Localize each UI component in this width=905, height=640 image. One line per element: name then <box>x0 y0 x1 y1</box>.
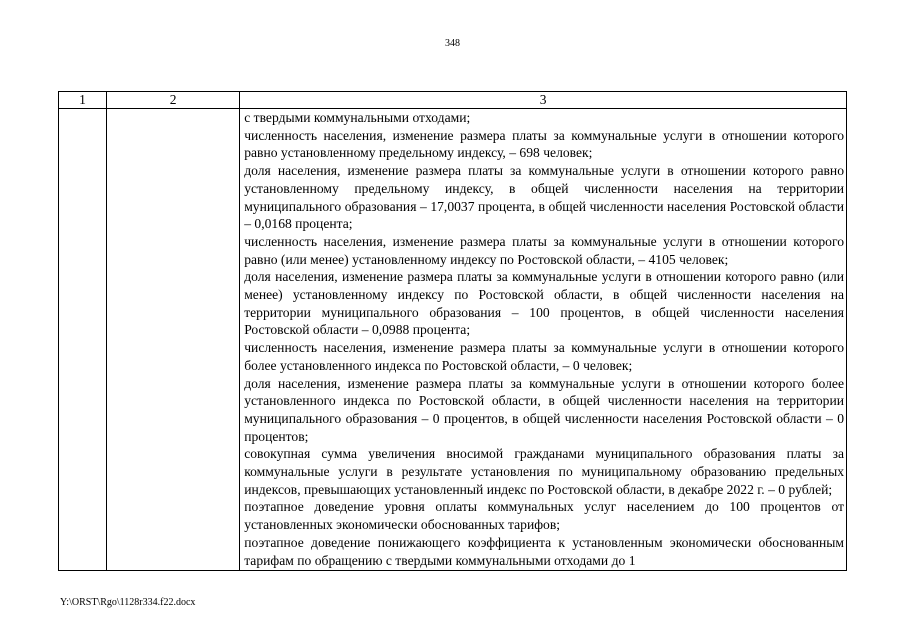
table-cell-col2 <box>107 109 240 571</box>
column-header-1: 1 <box>59 92 107 109</box>
paragraph: с твердыми коммунальными отходами; <box>244 110 471 125</box>
table-header-row <box>59 92 847 109</box>
paragraph: поэтапное доведение понижающего коэффициента к установленным экономически обоснованным тарифам по обращению с твердыми коммунальными отходами до 1 <box>244 534 844 568</box>
paragraph: численность населения, изменение размера платы за коммунальные услуги в отношении которого равно установленному предельному индексу, – 698 человек; <box>244 127 844 161</box>
paragraph: поэтапное доведение уровня оплаты коммунальных услуг населением до 100 процентов от установленных экономически обоснованных тарифов; <box>244 499 844 533</box>
page-number: 348 <box>445 38 460 49</box>
paragraph: доля населения, изменение размера платы за коммунальные услуги в отношении которого более установленного индекса по Ростовской области, в общей численности населения на территории муниципального образования – 0 процентов, в общей численности населения Ростовской области – 0 процентов; <box>244 375 844 444</box>
paragraph: численность населения, изменение размера платы за коммунальные услуги в отношении которого более установленного индекса по Ростовской области, – 0 человек; <box>244 340 844 373</box>
paragraph: численность населения, изменение размера платы за коммунальные услуги в отношении которого равно (или менее) установленному индексу по Ростовской области, – 4105 человек; <box>244 233 844 267</box>
paragraph: совокупная сумма увеличения вносимой гражданами муниципального образования платы за коммунальные услуги в результате установления по муниципальному образованию предельных индексов, превышающих установленный индекс по Ростовской области, в декабре 2022 г. – 0 рублей; <box>244 446 844 497</box>
column-header-3: 3 <box>240 92 847 109</box>
column-header-2: 2 <box>107 92 240 109</box>
table-row <box>59 109 847 571</box>
paragraph: доля населения, изменение размера платы за коммунальные услуги в отношении которого равно установленному предельному индексу, в общей численности населения на территории муниципального образования – 17,0037 процента, в общей численности населения Ростовской области – 0,0168 процента; <box>244 163 844 232</box>
footer-file-path: Y:\ORST\Rgo\1128r334.f22.docx <box>60 597 196 608</box>
table-cell-col1 <box>59 109 107 571</box>
table-cell-col3 <box>240 109 847 571</box>
content-table <box>58 91 847 571</box>
paragraph: доля населения, изменение размера платы за коммунальные услуги в отношении которого равно (или менее) установленному индексу по Ростовской области, в общей численности населения на территории муниципального образования – 100 процентов, в общей численности населения Ростовской области – 0,0988 процента; <box>244 269 844 338</box>
